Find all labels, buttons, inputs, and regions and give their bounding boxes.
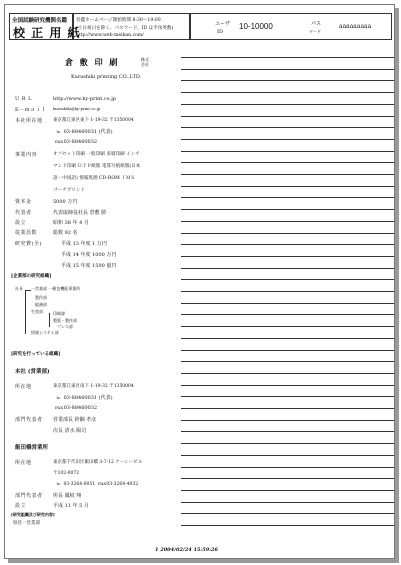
tel-icon: ℡ [56,481,61,486]
userid-label-bottom: ID [217,29,223,35]
label-capital: 資本金 [15,199,32,205]
lab1-name: 本社 (営業部) [15,369,50,375]
ruled-line [181,467,394,468]
ruled-line [181,209,394,210]
label-email: E－ｍａｉｌ [15,107,47,113]
org-subtree [49,313,50,327]
ruled-line [181,490,394,491]
label-employees: 従業員数 [15,230,38,236]
budget-row-3: 平成 15 年度 1500 億円 [61,263,117,269]
research-content-line: 県営一営業部 [13,521,40,526]
lab2-address-label: 所在地 [15,460,32,466]
ruled-line [181,314,394,315]
fax-icon: FAX [97,481,107,486]
ruled-line [181,57,394,58]
lab1-sub: 次長 清水 陽司 [53,428,87,434]
ruled-line [181,525,394,526]
ruled-line [181,104,394,105]
org-line: 全国試験研究機関名鑑 [12,18,68,24]
org-node-7: プレス部 [57,324,73,329]
ruled-line [181,478,394,479]
page-title: 校 正 用 紙 [13,26,81,40]
ruled-line [181,127,394,128]
company-suffix-top: 株式 [141,57,149,62]
org-node-8: 情報システム部 [31,330,59,335]
label-url: U R L [15,96,32,102]
ruled-line [181,174,394,175]
ruled-line [181,162,394,163]
lab2-postal: 〒102-0072 [53,471,80,476]
lab1-fax [55,405,97,411]
hq-tel [55,128,113,135]
value-email: kurashiki@ky-print.co.jp [53,106,101,111]
ruled-line [181,396,394,397]
proof-sheet [4,4,395,559]
ruled-line [181,139,394,140]
org-node-5: 印刷課 [53,311,65,316]
lab2-fax-value: 03-3264-4032 [106,482,139,487]
budget-row-2: 平成 14 年度 1000 万円 [61,252,117,258]
ruled-line [181,350,394,351]
org-node-9: 一梱包機能事業所 [48,286,81,291]
title-box [9,13,81,40]
userid-label-top: ユーザ [215,21,231,27]
value-business-2: マンド印刷 ＤＴＰ組版 電算写植組版(日本 [53,164,141,169]
lab2-address: 東京都千代田区飯田橋 3-7-12 ケーシービル [53,460,143,465]
ruled-line [181,373,394,374]
userid-value: 10-10000 [239,22,273,31]
lab2-head: 所長 鳳岐 翔 [53,493,82,499]
value-business-1: オフセット印刷 一般印刷 多層印刷 インチ [53,152,140,157]
note-line-2: (土日祝日を除く、パスワード、ID は半角英数) [76,26,174,31]
ruled-line [181,80,394,81]
ruled-line [181,221,394,222]
company-suffix-bottom: 会社 [141,62,149,67]
ruled-line [181,385,394,386]
ruled-line [181,186,394,187]
org-node-1: 一営業部 一梱包機能事業所 [31,286,81,291]
fax-icon: FAX [55,139,64,144]
org-section-title: [企業部の研究組織] [11,274,52,279]
ruled-line [181,256,394,257]
label-established: 設立 [15,220,27,226]
ruled-line [181,233,394,234]
ruled-line [181,431,394,432]
ruled-line [181,502,394,503]
tel-icon: ℡ [56,129,61,134]
ruled-line [181,443,394,444]
ruled-line [181,408,394,409]
company-name: 倉 敷 印 刷 [65,57,120,67]
company-english: Kurashiki printing CO.,LTD. [71,74,142,80]
ruled-line [181,92,394,93]
label-hq-address: 本社所在地 [15,118,43,124]
fax-icon: FAX [55,405,64,410]
lab1-address: 東京都江東区南下 1-19-32 〒1350004 [53,384,134,389]
note-line-1: 名鑑ホームページ開始時間 8:30〜19:00 [76,18,161,23]
lab1-head: 営業部長 鈴鋼 孝彦 [53,417,97,423]
ruled-line [181,197,394,198]
ruled-line [181,361,394,362]
org-node-4: 生産部 [31,309,43,314]
org-tree-trunk [25,290,26,334]
ruled-line [181,291,394,292]
company-suffix [141,57,149,67]
labs-section-title: [研究を行っている組織] [11,352,61,357]
login-box [190,13,392,40]
lab1-tel [55,394,113,401]
budget-row-1: 平成 13 年度 1 万円 [61,241,107,247]
value-representative: 代表取締役社長 倉敷 勝 [53,210,107,216]
header-url: http://www.web-meikan.com/ [76,33,144,38]
ruled-line [181,69,394,70]
value-business-3: 語・中国語) 情報処理 CD-ROM ＩＭＳ [53,176,136,181]
org-node-3: 総務部 [35,302,47,307]
lab1-address-label: 所在地 [15,384,32,390]
value-employees: 総数 92 名 [53,230,78,236]
ruled-line [181,279,394,280]
page-stamp: 1 2004/02/24 15:59:26 [155,547,219,553]
hq-tel-value: 03-88460031 (代表) [63,129,113,135]
hq-fax [55,139,97,145]
ruled-line [181,303,394,304]
label-research-budget: 研究費(全) [15,241,42,247]
hq-fax-value: 03-88460032 [63,139,98,145]
ruled-line [181,513,394,514]
ruled-line [181,326,394,327]
ruled-line [181,455,394,456]
pass-value: aaaaaaaaa [339,23,372,30]
lab2-est-label: 設立 [15,503,27,509]
lab1-tel-value: 03-88460031 (代表) [63,395,113,401]
pass-label-top: パス [311,21,322,27]
note-box [73,13,190,40]
lab2-name: 飯田橋営業所 [15,445,49,451]
ruled-line [181,338,394,339]
value-hq-address: 東京都江東区東下 1-19-32 〒1350004 [53,118,134,123]
ruled-line [181,116,394,117]
value-business-4: ゴーチプリント [53,188,85,193]
value-established: 昭和 38 年 4 月 [53,220,89,226]
lab2-tel-value: 03-3264-0051 [63,482,96,487]
label-representative: 代表者 [15,210,32,216]
ruled-line [181,244,394,245]
value-url: http://www.ky-print.co.jp [53,96,116,102]
pass-label-bottom: ワード [309,29,321,34]
ruled-line [181,151,394,152]
lab2-est: 平成 11 年 5 月 [53,503,89,509]
org-node-6: 製版・製作部 [53,318,77,323]
org-node-2: 製作部 [35,295,47,300]
ruled-line [181,420,394,421]
lab1-head-label: 部門代表者 [15,417,43,423]
lab2-head-label: 部門代表者 [15,493,43,499]
lab2-contacts [55,481,138,487]
value-capital: 5000 万円 [53,199,78,205]
label-business: 事業内容 [15,152,38,158]
org-root: 社長 [15,286,23,291]
ruled-line [181,268,394,269]
research-content-title: [研究組織及び研究内容] [11,512,55,517]
lab1-fax-value: 03-88460032 [63,405,98,411]
tel-icon: ℡ [56,395,61,400]
